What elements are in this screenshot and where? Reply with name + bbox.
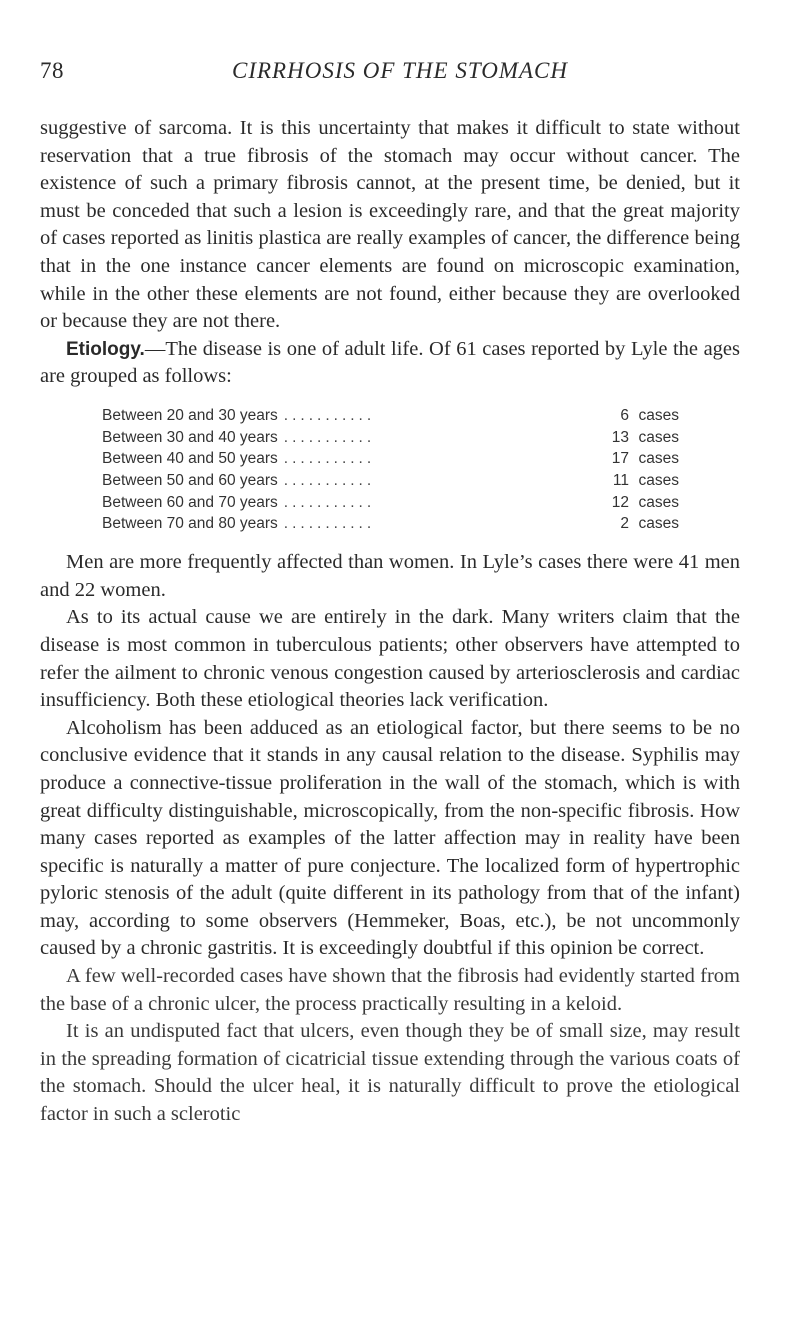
page-body xyxy=(40,115,740,1129)
page-header xyxy=(40,58,760,92)
case-unit: cases xyxy=(638,406,679,424)
paragraph-etiology xyxy=(40,336,740,391)
case-count: 6 xyxy=(620,406,629,424)
case-count: 13 xyxy=(611,428,629,446)
age-range: Between 50 and 60 years xyxy=(102,472,278,490)
case-unit: cases xyxy=(638,515,679,533)
paragraph-alcoholism-syphilis: Alcoholism has been adduced as an etiological factor, but there seems to be no conclusive evidence that it stands in any causal relation to the disease. Syphilis may produce a connective-tissue proliferation in the wall of the stomach, which is with great difficulty distinguishable, microscopically, from the non-specific fibrosis. How many cases reported as examples of the latter affection may in reality have been specific is naturally a matter of pure conjecture. The localized form of hypertrophic pyloric stenosis of the adult (quite different in its pathology from that of the infant) may, according to some observers (Hemmeker, Boas, etc.), be not uncommonly caused by a chronic gastritis. It is exceedingly doubtful if this opinion be correct. xyxy=(40,716,740,960)
age-distribution-table xyxy=(102,405,679,535)
case-unit: cases xyxy=(638,472,679,490)
etiology-heading: Etiology. xyxy=(66,338,145,360)
case-count: 12 xyxy=(611,493,629,511)
case-unit: cases xyxy=(638,493,679,511)
etiology-text: —The disease is one of adult life. Of 61 cases reported by Lyle the ages are grouped as follows: xyxy=(40,337,740,388)
age-range: Between 30 and 40 years xyxy=(102,428,278,446)
dot-leader: ........... xyxy=(283,406,376,424)
paragraph-chronic-ulcer: A few well-recorded cases have shown that the fibrosis had evidently started from the base of a chronic ulcer, the process practically resulting in a keloid. xyxy=(40,965,740,1015)
case-count: 11 xyxy=(612,472,629,490)
table-row xyxy=(102,448,679,470)
dot-leader: ........... xyxy=(283,493,376,511)
age-range: Between 70 and 80 years xyxy=(102,515,278,533)
case-unit: cases xyxy=(638,428,679,446)
paragraph-sex-distribution: Men are more frequently affected than women. In Lyle’s cases there were 41 men and 22 women. xyxy=(40,551,740,601)
table-row xyxy=(102,405,679,427)
table-row xyxy=(102,492,679,514)
running-title: CIRRHOSIS OF THE STOMACH xyxy=(232,58,568,83)
dot-leader: ........... xyxy=(283,428,376,446)
dot-leader: ........... xyxy=(283,515,376,533)
case-count: 17 xyxy=(611,450,629,468)
paragraph-actual-cause: As to its actual cause we are entirely in the dark. Many writers claim that the disease is most common in tuberculous patients; other observers have attempted to refer the ailment to chronic venous congestion caused by arteriosclerosis and cardiac insufficiency. Both these etiological theories lack verification. xyxy=(40,606,740,712)
dot-leader: ........... xyxy=(283,450,376,468)
paragraph-sarcoma-uncertainty: suggestive of sarcoma. It is this uncertainty that makes it difficult to state without reservation that a true fibrosis of the stomach may occur without cancer. The existence of such a primary fibrosis cannot, at the present time, be denied, but it must be conceded that such a lesion is exceedingly rare, and that the great majority of cases reported as linitis plastica are really examples of cancer, the difference being that in the one instance cancer elements are found on microscopic examination, while in the other these elements are not found, either because they are overlooked or because they are not there. xyxy=(40,117,740,333)
age-range: Between 60 and 70 years xyxy=(102,493,278,511)
case-count: 2 xyxy=(620,515,629,533)
case-unit: cases xyxy=(638,450,679,468)
table-row xyxy=(102,427,679,449)
table-row xyxy=(102,470,679,492)
page-number: 78 xyxy=(40,58,64,83)
dot-leader: ........... xyxy=(283,472,376,490)
table-row xyxy=(102,513,679,535)
age-range: Between 40 and 50 years xyxy=(102,450,278,468)
age-range: Between 20 and 30 years xyxy=(102,406,278,424)
paragraph-cicatricial-tissue: It is an undisputed fact that ulcers, even though they be of small size, may result in the spreading formation of cicatricial tissue extending through the various coats of the stomach. Should the ulcer heal, it is naturally difficult to prove the etiological factor in such a sclerotic xyxy=(40,1020,740,1126)
